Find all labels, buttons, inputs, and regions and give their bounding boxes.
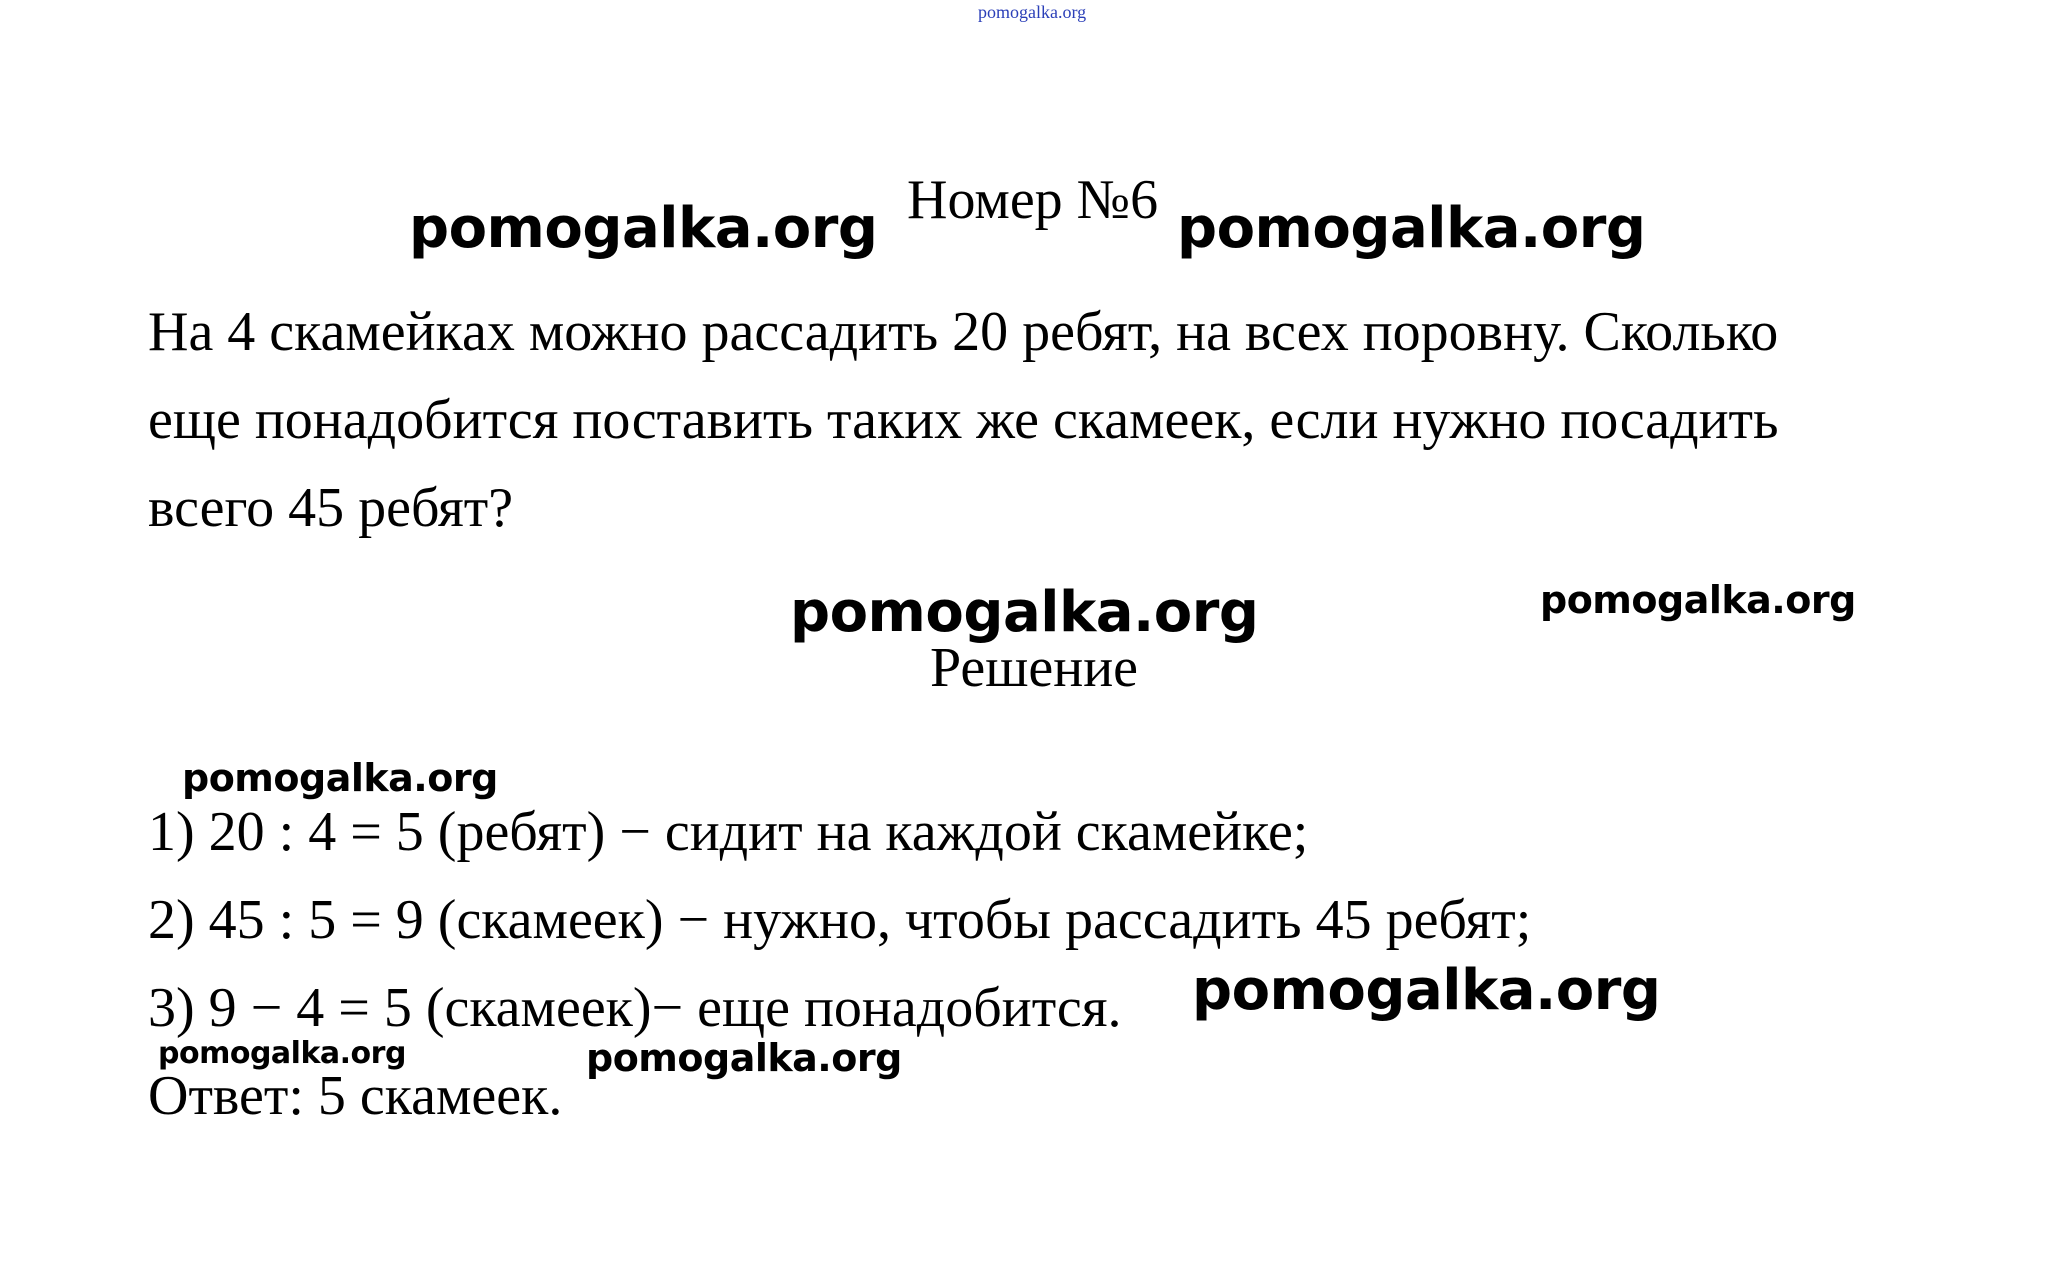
watermark: pomogalka.org bbox=[1177, 196, 1646, 261]
solution-step: 2) 45 : 5 = 9 (скамеек) − нужно, чтобы рассадить 45 ребят; bbox=[148, 889, 1532, 951]
problem-text-line: всего 45 ребят? bbox=[148, 477, 514, 539]
solution-step: 1) 20 : 4 = 5 (ребят) − сидит на каждой скамейке; bbox=[148, 801, 1309, 863]
watermark: pomogalka.org bbox=[158, 1036, 406, 1071]
watermark: pomogalka.org bbox=[409, 196, 878, 261]
watermark: pomogalka.org bbox=[182, 756, 498, 800]
problem-text-line: еще понадобится поставить таких же скамеек, если нужно посадить bbox=[148, 389, 1779, 451]
site-mark-top[interactable]: pomogalka.org bbox=[978, 2, 1087, 22]
watermark: pomogalka.org bbox=[586, 1036, 902, 1080]
solution-heading: Решение bbox=[930, 637, 1139, 699]
watermark: pomogalka.org bbox=[1540, 578, 1856, 622]
problem-text-line: На 4 скамейках можно рассадить 20 ребят, на всех поровну. Сколько bbox=[148, 301, 1779, 363]
watermark: pomogalka.org bbox=[790, 580, 1259, 645]
solution-step: 3) 9 − 4 = 5 (скамеек)− еще понадобится. bbox=[148, 977, 1122, 1039]
watermark: pomogalka.org bbox=[1192, 958, 1661, 1023]
problem-title: Номер №6 bbox=[907, 169, 1159, 231]
answer-line: Ответ: 5 скамеек. bbox=[148, 1065, 563, 1127]
